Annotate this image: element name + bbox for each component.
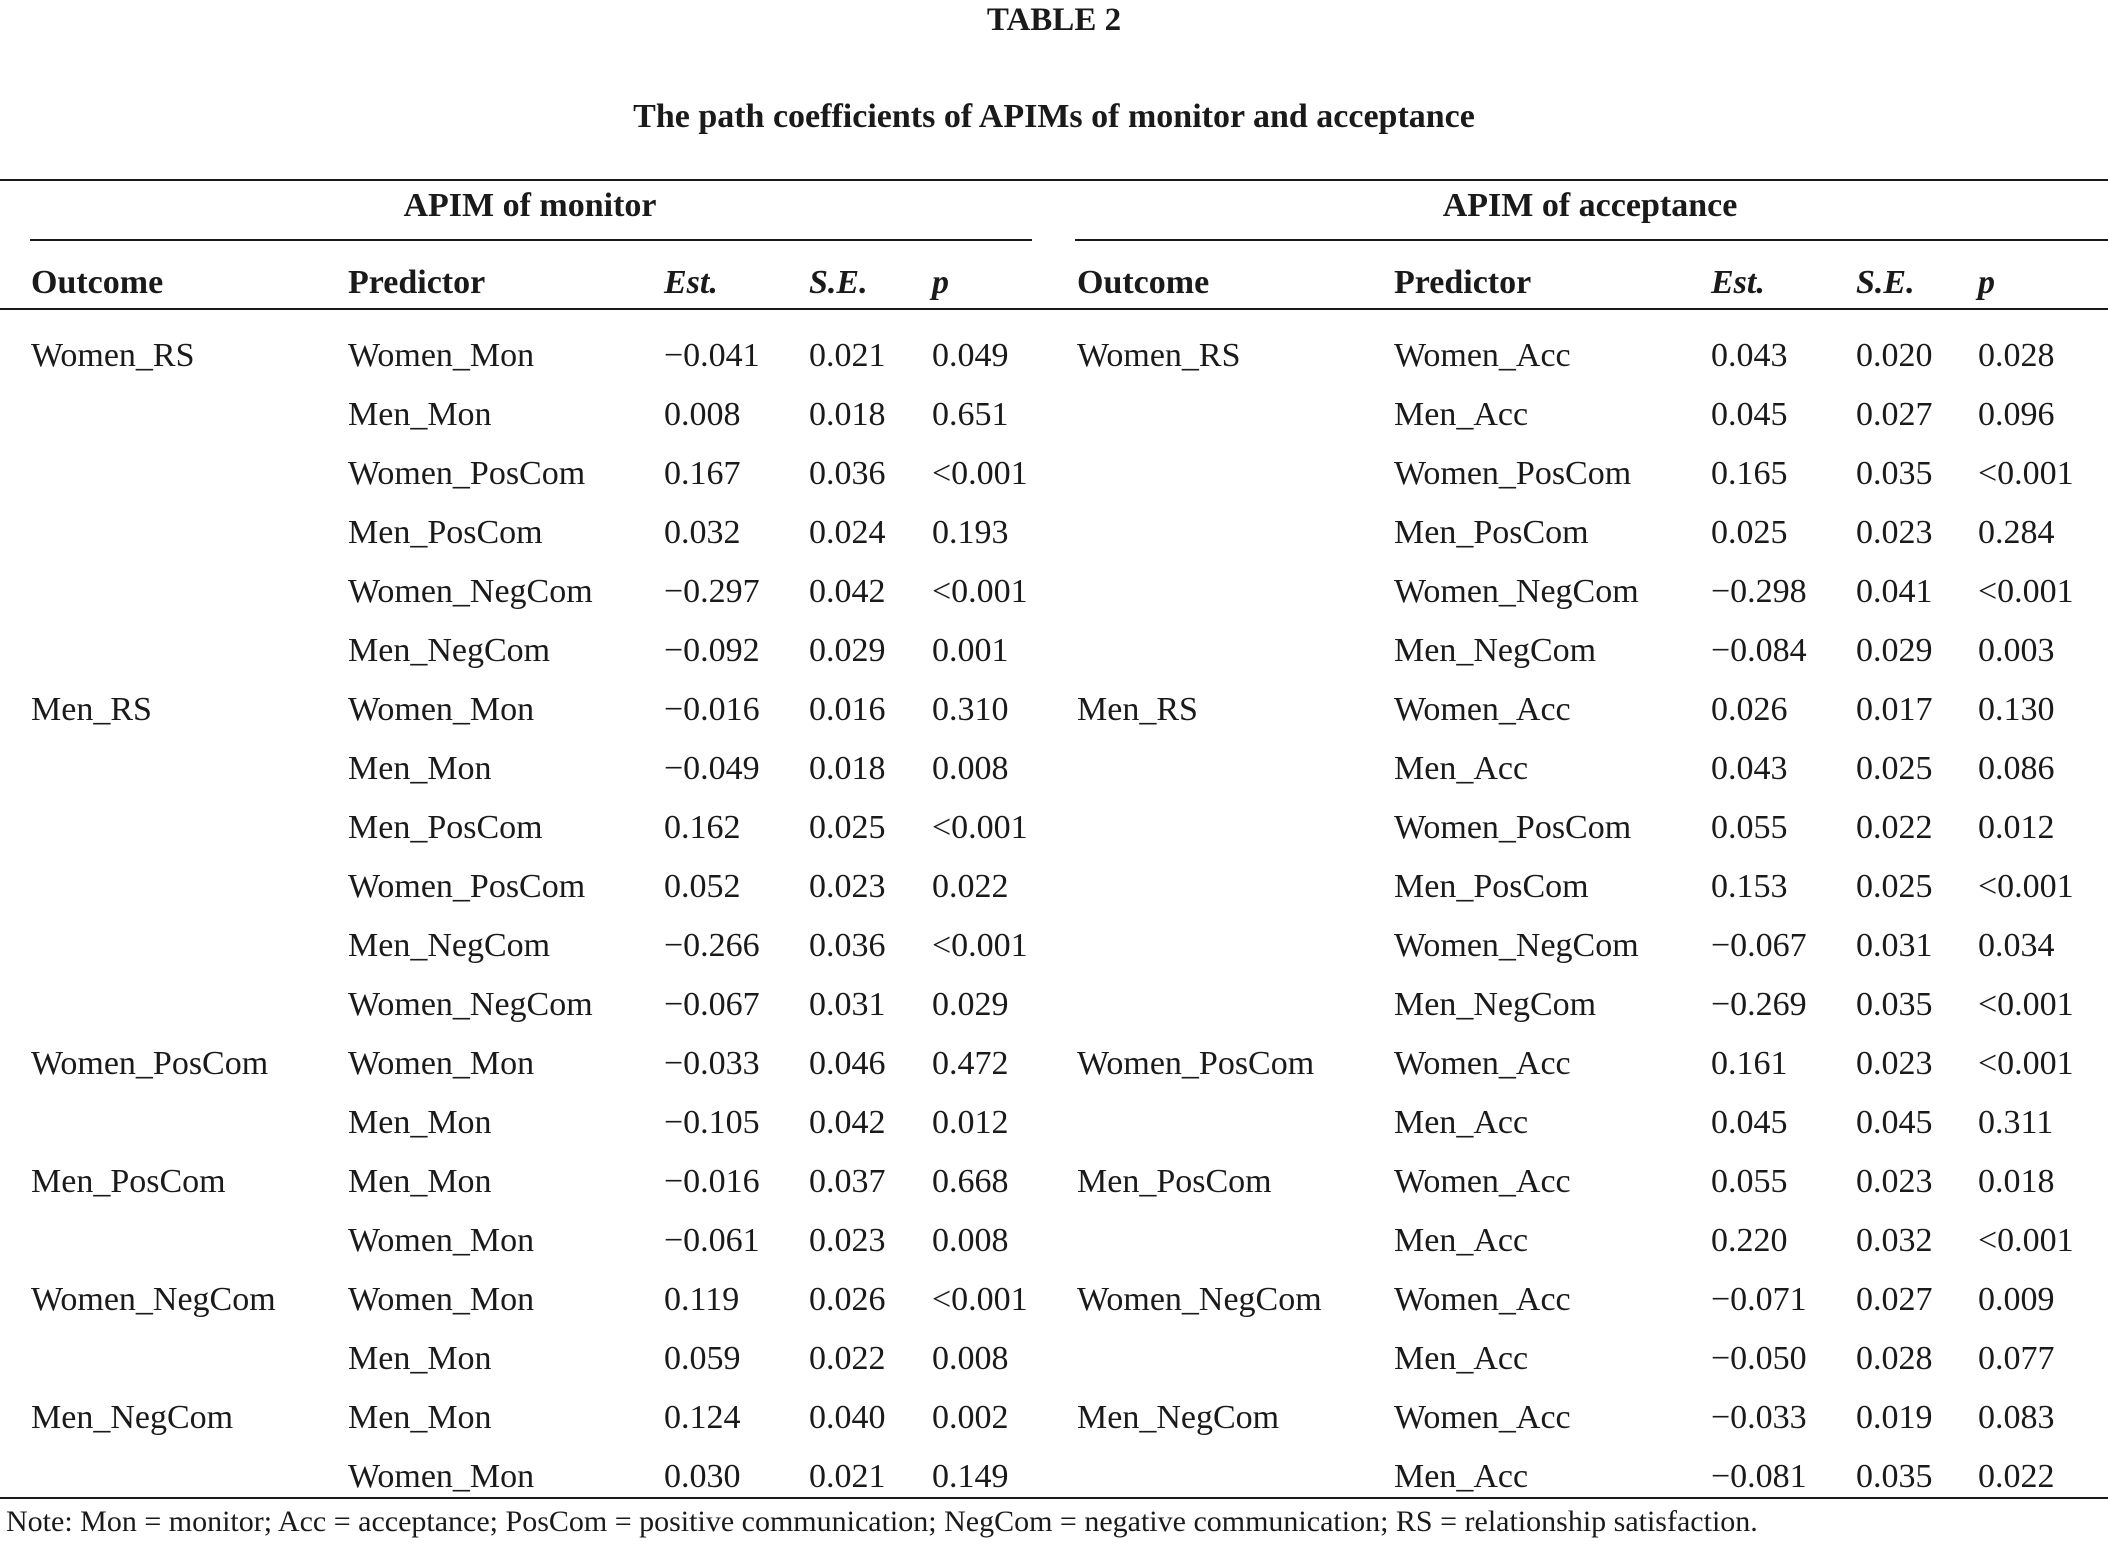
monitor-p-cell: <0.001 [932, 455, 1028, 492]
acceptance-outcome-cell: Men_NegCom [1077, 1399, 1280, 1436]
colhead-outcome-acceptance: Outcome [1077, 264, 1210, 301]
colhead-se-acceptance: S.E. [1856, 264, 1915, 301]
acceptance-predictor-cell: Men_Acc [1394, 396, 1529, 433]
acceptance-predictor-cell: Men_NegCom [1394, 986, 1597, 1023]
acceptance-p-cell: <0.001 [1978, 573, 2074, 610]
acceptance-predictor-cell: Women_PosCom [1394, 455, 1632, 492]
monitor-p-cell: 0.001 [932, 632, 1009, 669]
acceptance-est-cell: 0.161 [1711, 1045, 1788, 1082]
monitor-predictor-cell: Men_NegCom [348, 927, 551, 964]
monitor-est-cell: 0.030 [664, 1458, 741, 1495]
acceptance-p-cell: 0.034 [1978, 927, 2055, 964]
monitor-se-cell: 0.024 [809, 514, 886, 551]
monitor-se-cell: 0.026 [809, 1281, 886, 1318]
monitor-p-cell: 0.002 [932, 1399, 1009, 1436]
monitor-p-cell: <0.001 [932, 573, 1028, 610]
acceptance-predictor-cell: Women_Acc [1394, 1045, 1571, 1082]
acceptance-p-cell: 0.096 [1978, 396, 2055, 433]
acceptance-est-cell: −0.050 [1711, 1340, 1807, 1377]
acceptance-se-cell: 0.045 [1856, 1104, 1933, 1141]
monitor-predictor-cell: Women_PosCom [348, 868, 586, 905]
monitor-outcome-cell: Women_PosCom [31, 1045, 269, 1082]
monitor-p-cell: 0.193 [932, 514, 1009, 551]
table-title: The path coefficients of APIMs of monitor and acceptance [633, 98, 1475, 135]
acceptance-outcome-cell: Women_PosCom [1077, 1045, 1315, 1082]
acceptance-p-cell: 0.311 [1978, 1104, 2054, 1141]
monitor-predictor-cell: Women_Mon [348, 1458, 535, 1495]
acceptance-est-cell: 0.045 [1711, 1104, 1788, 1141]
monitor-predictor-cell: Men_Mon [348, 1340, 492, 1377]
monitor-est-cell: −0.061 [664, 1222, 760, 1259]
acceptance-predictor-cell: Women_NegCom [1394, 927, 1639, 964]
acceptance-p-cell: 0.086 [1978, 750, 2055, 787]
acceptance-p-cell: <0.001 [1978, 986, 2074, 1023]
monitor-p-cell: 0.008 [932, 1340, 1009, 1377]
monitor-outcome-cell: Men_PosCom [31, 1163, 226, 1200]
monitor-est-cell: −0.049 [664, 750, 760, 787]
acceptance-se-cell: 0.025 [1856, 868, 1933, 905]
group-title-monitor: APIM of monitor [403, 187, 657, 224]
monitor-se-cell: 0.021 [809, 337, 886, 374]
monitor-p-cell: <0.001 [932, 809, 1028, 846]
monitor-se-cell: 0.018 [809, 396, 886, 433]
acceptance-est-cell: 0.055 [1711, 1163, 1788, 1200]
acceptance-predictor-cell: Men_Acc [1394, 1222, 1529, 1259]
bottom-rule [0, 1497, 2108, 1499]
acceptance-outcome-cell: Men_RS [1077, 691, 1198, 728]
monitor-est-cell: −0.016 [664, 691, 760, 728]
table-row [0, 1211, 2108, 1270]
table-label: TABLE 2 [986, 2, 1122, 38]
monitor-se-cell: 0.023 [809, 1222, 886, 1259]
acceptance-predictor-cell: Women_Acc [1394, 337, 1571, 374]
colhead-outcome-monitor: Outcome [31, 264, 164, 301]
table-row [0, 1093, 2108, 1152]
acceptance-est-cell: −0.298 [1711, 573, 1807, 610]
monitor-est-cell: −0.092 [664, 632, 760, 669]
acceptance-predictor-cell: Men_Acc [1394, 1104, 1529, 1141]
monitor-predictor-cell: Women_Mon [348, 337, 535, 374]
monitor-p-cell: <0.001 [932, 1281, 1028, 1318]
acceptance-p-cell: 0.077 [1978, 1340, 2055, 1377]
acceptance-predictor-cell: Men_NegCom [1394, 632, 1597, 669]
table-row [0, 739, 2108, 798]
acceptance-se-cell: 0.029 [1856, 632, 1933, 669]
table-row [0, 1270, 2108, 1329]
acceptance-se-cell: 0.031 [1856, 927, 1933, 964]
monitor-outcome-cell: Women_NegCom [31, 1281, 276, 1318]
acceptance-predictor-cell: Women_PosCom [1394, 809, 1632, 846]
acceptance-predictor-cell: Men_PosCom [1394, 868, 1589, 905]
table-row [0, 916, 2108, 975]
monitor-p-cell: 0.472 [932, 1045, 1009, 1082]
acceptance-est-cell: −0.269 [1711, 986, 1807, 1023]
monitor-predictor-cell: Women_Mon [348, 1281, 535, 1318]
monitor-p-cell: 0.651 [932, 396, 1009, 433]
acceptance-est-cell: −0.071 [1711, 1281, 1807, 1318]
monitor-est-cell: −0.297 [664, 573, 760, 610]
monitor-predictor-cell: Women_NegCom [348, 986, 593, 1023]
acceptance-p-cell: 0.009 [1978, 1281, 2055, 1318]
acceptance-se-cell: 0.032 [1856, 1222, 1933, 1259]
table-row [0, 1329, 2108, 1388]
acceptance-est-cell: 0.043 [1711, 750, 1788, 787]
acceptance-se-cell: 0.027 [1856, 396, 1933, 433]
acceptance-est-cell: 0.165 [1711, 455, 1788, 492]
acceptance-p-cell: 0.022 [1978, 1458, 2055, 1495]
monitor-predictor-cell: Men_PosCom [348, 514, 543, 551]
monitor-se-cell: 0.016 [809, 691, 886, 728]
monitor-est-cell: 0.119 [664, 1281, 740, 1318]
table-row [0, 621, 2108, 680]
acceptance-est-cell: −0.067 [1711, 927, 1807, 964]
acceptance-predictor-cell: Women_Acc [1394, 1163, 1571, 1200]
table-row [0, 857, 2108, 916]
table-row [0, 444, 2108, 503]
table-row [0, 680, 2108, 739]
monitor-se-cell: 0.042 [809, 573, 886, 610]
acceptance-est-cell: 0.220 [1711, 1222, 1788, 1259]
acceptance-p-cell: 0.083 [1978, 1399, 2055, 1436]
acceptance-predictor-cell: Men_Acc [1394, 750, 1529, 787]
acceptance-predictor-cell: Women_Acc [1394, 1281, 1571, 1318]
acceptance-se-cell: 0.023 [1856, 1045, 1933, 1082]
table-row [0, 326, 2108, 385]
acceptance-predictor-cell: Men_Acc [1394, 1458, 1529, 1495]
acceptance-se-cell: 0.017 [1856, 691, 1933, 728]
acceptance-outcome-cell: Women_NegCom [1077, 1281, 1322, 1318]
monitor-est-cell: 0.124 [664, 1399, 741, 1436]
table-row [0, 1152, 2108, 1211]
colhead-est-acceptance: Est. [1711, 264, 1765, 301]
monitor-se-cell: 0.031 [809, 986, 886, 1023]
table-note: Note: Mon = monitor; Acc = acceptance; PosCom = positive communication; NegCom = negative communication; RS = relationship satisfaction. [6, 1505, 1758, 1538]
acceptance-predictor-cell: Women_Acc [1394, 691, 1571, 728]
acceptance-est-cell: 0.026 [1711, 691, 1788, 728]
monitor-est-cell: −0.016 [664, 1163, 760, 1200]
acceptance-est-cell: 0.043 [1711, 337, 1788, 374]
monitor-p-cell: 0.149 [932, 1458, 1009, 1495]
monitor-predictor-cell: Women_Mon [348, 1222, 535, 1259]
monitor-est-cell: 0.032 [664, 514, 741, 551]
monitor-est-cell: 0.167 [664, 455, 741, 492]
monitor-se-cell: 0.040 [809, 1399, 886, 1436]
acceptance-se-cell: 0.022 [1856, 809, 1933, 846]
monitor-p-cell: 0.049 [932, 337, 1009, 374]
acceptance-se-cell: 0.041 [1856, 573, 1933, 610]
monitor-p-cell: 0.668 [932, 1163, 1009, 1200]
acceptance-p-cell: 0.003 [1978, 632, 2055, 669]
monitor-est-cell: 0.008 [664, 396, 741, 433]
acceptance-predictor-cell: Women_NegCom [1394, 573, 1639, 610]
acceptance-se-cell: 0.023 [1856, 514, 1933, 551]
acceptance-se-cell: 0.035 [1856, 986, 1933, 1023]
colhead-predictor-acceptance: Predictor [1394, 264, 1532, 301]
monitor-est-cell: −0.041 [664, 337, 760, 374]
monitor-se-cell: 0.042 [809, 1104, 886, 1141]
monitor-p-cell: 0.022 [932, 868, 1009, 905]
monitor-se-cell: 0.046 [809, 1045, 886, 1082]
monitor-se-cell: 0.018 [809, 750, 886, 787]
acceptance-outcome-cell: Women_RS [1077, 337, 1241, 374]
acceptance-est-cell: −0.084 [1711, 632, 1807, 669]
acceptance-outcome-cell: Men_PosCom [1077, 1163, 1272, 1200]
table-row [0, 503, 2108, 562]
monitor-se-cell: 0.029 [809, 632, 886, 669]
acceptance-se-cell: 0.035 [1856, 455, 1933, 492]
acceptance-p-cell: <0.001 [1978, 868, 2074, 905]
acceptance-se-cell: 0.025 [1856, 750, 1933, 787]
monitor-est-cell: −0.266 [664, 927, 760, 964]
monitor-est-cell: 0.162 [664, 809, 741, 846]
monitor-predictor-cell: Men_Mon [348, 1163, 492, 1200]
monitor-predictor-cell: Men_Mon [348, 750, 492, 787]
acceptance-est-cell: −0.081 [1711, 1458, 1807, 1495]
table-row [0, 1034, 2108, 1093]
acceptance-est-cell: 0.025 [1711, 514, 1788, 551]
monitor-se-cell: 0.022 [809, 1340, 886, 1377]
acceptance-p-cell: 0.018 [1978, 1163, 2055, 1200]
monitor-predictor-cell: Men_PosCom [348, 809, 543, 846]
monitor-se-cell: 0.025 [809, 809, 886, 846]
acceptance-p-cell: 0.284 [1978, 514, 2055, 551]
colhead-p-monitor: p [932, 264, 949, 301]
acceptance-se-cell: 0.023 [1856, 1163, 1933, 1200]
table-row [0, 385, 2108, 444]
colhead-est-monitor: Est. [664, 264, 718, 301]
monitor-predictor-cell: Men_Mon [348, 1104, 492, 1141]
monitor-se-cell: 0.021 [809, 1458, 886, 1495]
monitor-se-cell: 0.037 [809, 1163, 886, 1200]
monitor-p-cell: 0.008 [932, 750, 1009, 787]
acceptance-est-cell: 0.153 [1711, 868, 1788, 905]
monitor-predictor-cell: Women_PosCom [348, 455, 586, 492]
monitor-outcome-cell: Women_RS [31, 337, 195, 374]
acceptance-p-cell: 0.130 [1978, 691, 2055, 728]
monitor-predictor-cell: Women_Mon [348, 1045, 535, 1082]
group-rule-acceptance [1075, 239, 2108, 241]
acceptance-p-cell: <0.001 [1978, 1045, 2074, 1082]
top-rule [0, 179, 2108, 181]
monitor-p-cell: 0.029 [932, 986, 1009, 1023]
monitor-p-cell: <0.001 [932, 927, 1028, 964]
acceptance-est-cell: 0.045 [1711, 396, 1788, 433]
acceptance-p-cell: <0.001 [1978, 1222, 2074, 1259]
table-row [0, 562, 2108, 621]
acceptance-se-cell: 0.027 [1856, 1281, 1933, 1318]
colhead-se-monitor: S.E. [809, 264, 868, 301]
header-rule [0, 308, 2108, 310]
colhead-p-acceptance: p [1978, 264, 1995, 301]
monitor-est-cell: 0.059 [664, 1340, 741, 1377]
monitor-predictor-cell: Women_NegCom [348, 573, 593, 610]
monitor-outcome-cell: Men_NegCom [31, 1399, 234, 1436]
monitor-predictor-cell: Women_Mon [348, 691, 535, 728]
monitor-p-cell: 0.008 [932, 1222, 1009, 1259]
table-row [0, 975, 2108, 1034]
monitor-est-cell: −0.105 [664, 1104, 760, 1141]
acceptance-est-cell: 0.055 [1711, 809, 1788, 846]
group-title-acceptance: APIM of acceptance [1442, 187, 1738, 224]
acceptance-se-cell: 0.019 [1856, 1399, 1933, 1436]
acceptance-predictor-cell: Women_Acc [1394, 1399, 1571, 1436]
acceptance-se-cell: 0.035 [1856, 1458, 1933, 1495]
monitor-se-cell: 0.023 [809, 868, 886, 905]
monitor-p-cell: 0.012 [932, 1104, 1009, 1141]
monitor-se-cell: 0.036 [809, 927, 886, 964]
monitor-p-cell: 0.310 [932, 691, 1009, 728]
acceptance-se-cell: 0.028 [1856, 1340, 1933, 1377]
table-row [0, 1388, 2108, 1447]
monitor-est-cell: −0.067 [664, 986, 760, 1023]
acceptance-se-cell: 0.020 [1856, 337, 1933, 374]
group-rule-monitor [30, 239, 1032, 241]
monitor-predictor-cell: Men_NegCom [348, 632, 551, 669]
acceptance-predictor-cell: Men_PosCom [1394, 514, 1589, 551]
monitor-predictor-cell: Men_Mon [348, 396, 492, 433]
monitor-outcome-cell: Men_RS [31, 691, 152, 728]
colhead-predictor-monitor: Predictor [348, 264, 486, 301]
monitor-est-cell: 0.052 [664, 868, 741, 905]
monitor-predictor-cell: Men_Mon [348, 1399, 492, 1436]
monitor-est-cell: −0.033 [664, 1045, 760, 1082]
acceptance-p-cell: <0.001 [1978, 455, 2074, 492]
acceptance-predictor-cell: Men_Acc [1394, 1340, 1529, 1377]
table-row [0, 798, 2108, 857]
monitor-se-cell: 0.036 [809, 455, 886, 492]
acceptance-est-cell: −0.033 [1711, 1399, 1807, 1436]
acceptance-p-cell: 0.012 [1978, 809, 2055, 846]
acceptance-p-cell: 0.028 [1978, 337, 2055, 374]
